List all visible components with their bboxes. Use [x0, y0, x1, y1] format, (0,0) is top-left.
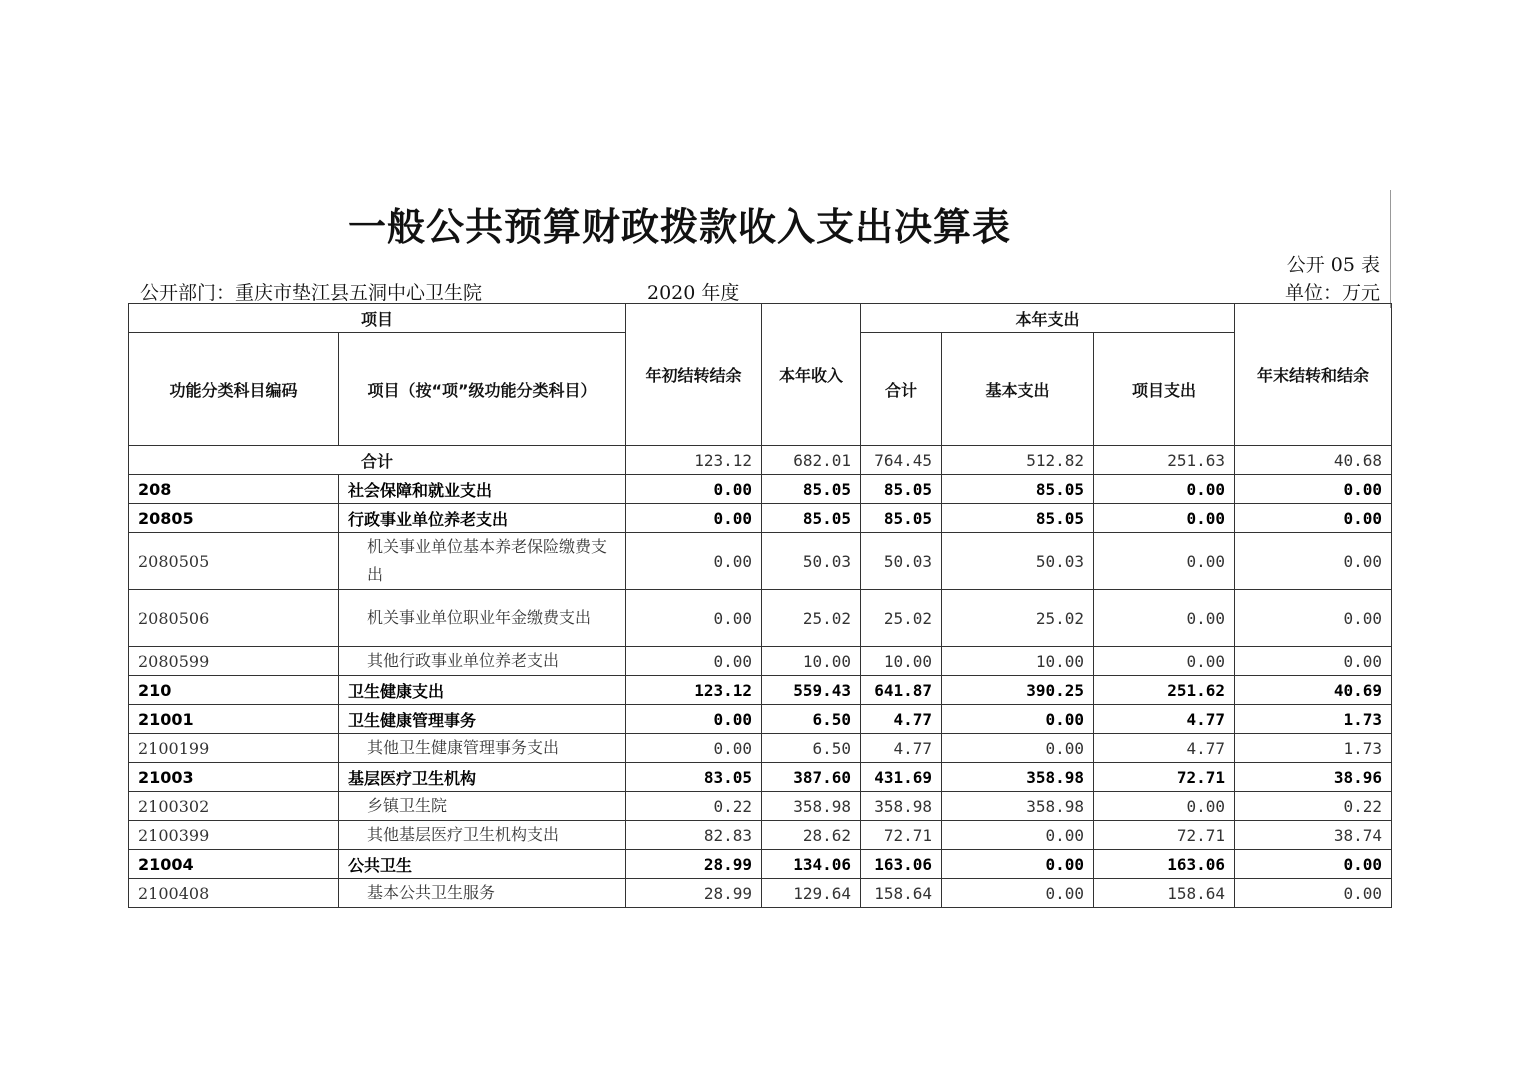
table-row [129, 590, 1392, 647]
table-row [129, 676, 1392, 705]
cell-code: 2080505 [129, 533, 339, 590]
cell-closing: 1.73 [1235, 705, 1392, 734]
header-name: 项目（按“项”级功能分类科目） [339, 333, 626, 446]
cell-closing: 1.73 [1235, 734, 1392, 763]
cell-closing: 40.69 [1235, 676, 1392, 705]
cell-code: 2080599 [129, 647, 339, 676]
cell-closing: 0.00 [1235, 879, 1392, 908]
cell-closing: 0.00 [1235, 533, 1392, 590]
table-row [129, 792, 1392, 821]
cell-closing: 0.00 [1235, 590, 1392, 647]
cell-income: 10.00 [762, 647, 861, 676]
cell-code: 2100199 [129, 734, 339, 763]
header-basic: 基本支出 [942, 333, 1094, 446]
cell-income: 25.02 [762, 590, 861, 647]
cell-code: 2080506 [129, 590, 339, 647]
cell-closing: 38.96 [1235, 763, 1392, 792]
cell-income: 85.05 [762, 475, 861, 504]
cell-opening: 0.00 [626, 590, 762, 647]
cell-total: 641.87 [861, 676, 942, 705]
cell-opening: 0.00 [626, 475, 762, 504]
header-row-1 [129, 304, 1392, 333]
cell-name: 社会保障和就业支出 [339, 475, 626, 504]
cell-closing: 0.00 [1235, 475, 1392, 504]
cell-project-expense: 72.71 [1094, 763, 1235, 792]
cell-basic: 85.05 [942, 475, 1094, 504]
cell-project-expense: 72.71 [1094, 821, 1235, 850]
cell-project-expense: 0.00 [1094, 504, 1235, 533]
cell-income: 50.03 [762, 533, 861, 590]
cell-name: 卫生健康管理事务 [339, 705, 626, 734]
cell-basic: 50.03 [942, 533, 1094, 590]
cell-name: 卫生健康支出 [339, 676, 626, 705]
cell-project-expense: 0.00 [1094, 475, 1235, 504]
unit-label: 单位：万元 [1284, 282, 1380, 304]
header-code: 功能分类科目编码 [129, 333, 339, 446]
table-row [129, 475, 1392, 504]
cell-project-expense: 158.64 [1094, 879, 1235, 908]
cell-opening: 123.12 [626, 446, 762, 475]
cell-project-expense: 0.00 [1094, 533, 1235, 590]
cell-basic: 0.00 [942, 705, 1094, 734]
cell-total: 431.69 [861, 763, 942, 792]
cell-total: 4.77 [861, 705, 942, 734]
header-income: 本年收入 [762, 304, 861, 446]
cell-total: 25.02 [861, 590, 942, 647]
table-row [129, 705, 1392, 734]
cell-income: 6.50 [762, 705, 861, 734]
cell-total: 4.77 [861, 734, 942, 763]
header-project: 项目 [129, 304, 626, 333]
cell-basic: 25.02 [942, 590, 1094, 647]
cell-total: 85.05 [861, 475, 942, 504]
cell-opening: 0.00 [626, 705, 762, 734]
budget-table [128, 303, 1392, 908]
cell-project-expense: 4.77 [1094, 705, 1235, 734]
cell-name: 行政事业单位养老支出 [339, 504, 626, 533]
cell-name: 乡镇卫生院 [339, 792, 626, 821]
cell-code: 2100399 [129, 821, 339, 850]
cell-income: 682.01 [762, 446, 861, 475]
cell-basic: 512.82 [942, 446, 1094, 475]
table-row [129, 850, 1392, 879]
cell-project-expense: 251.63 [1094, 446, 1235, 475]
cell-code: 2100408 [129, 879, 339, 908]
cell-total: 85.05 [861, 504, 942, 533]
total-row [129, 446, 1392, 475]
cell-opening: 82.83 [626, 821, 762, 850]
report-title: 一般公共预算财政拨款收入支出决算表 [348, 205, 1012, 249]
cell-closing: 0.00 [1235, 504, 1392, 533]
cell-opening: 83.05 [626, 763, 762, 792]
table-row [129, 504, 1392, 533]
table-row [129, 879, 1392, 908]
cell-opening: 0.00 [626, 504, 762, 533]
cell-basic: 358.98 [942, 763, 1094, 792]
cell-total: 158.64 [861, 879, 942, 908]
total-label: 合计 [129, 446, 626, 475]
cell-code: 20805 [129, 504, 339, 533]
cell-code: 210 [129, 676, 339, 705]
cell-project-expense: 251.62 [1094, 676, 1235, 705]
cell-code: 208 [129, 475, 339, 504]
header-expense-group: 本年支出 [861, 304, 1235, 333]
cell-code: 21003 [129, 763, 339, 792]
cell-code: 21001 [129, 705, 339, 734]
cell-total: 163.06 [861, 850, 942, 879]
cell-basic: 358.98 [942, 792, 1094, 821]
form-number: 公开 05 表 [1286, 254, 1380, 276]
cell-name: 其他基层医疗卫生机构支出 [339, 821, 626, 850]
cell-basic: 0.00 [942, 821, 1094, 850]
cell-basic: 390.25 [942, 676, 1094, 705]
cell-name: 其他卫生健康管理事务支出 [339, 734, 626, 763]
cell-basic: 85.05 [942, 504, 1094, 533]
cell-income: 134.06 [762, 850, 861, 879]
table-row [129, 533, 1392, 590]
cell-opening: 123.12 [626, 676, 762, 705]
cell-closing: 38.74 [1235, 821, 1392, 850]
cell-total: 10.00 [861, 647, 942, 676]
table-row [129, 821, 1392, 850]
cell-project-expense: 4.77 [1094, 734, 1235, 763]
table-row [129, 647, 1392, 676]
cell-closing: 0.00 [1235, 850, 1392, 879]
header-closing: 年末结转和结余 [1235, 304, 1392, 446]
cell-income: 85.05 [762, 504, 861, 533]
fiscal-year: 2020 年度 [647, 282, 740, 304]
cell-name: 其他行政事业单位养老支出 [339, 647, 626, 676]
cell-closing: 0.22 [1235, 792, 1392, 821]
cell-income: 559.43 [762, 676, 861, 705]
cell-name: 机关事业单位职业年金缴费支出 [339, 590, 626, 647]
cell-total: 50.03 [861, 533, 942, 590]
cell-income: 358.98 [762, 792, 861, 821]
header-total: 合计 [861, 333, 942, 446]
cell-income: 28.62 [762, 821, 861, 850]
cell-opening: 0.00 [626, 533, 762, 590]
cell-total: 764.45 [861, 446, 942, 475]
cell-opening: 28.99 [626, 879, 762, 908]
cell-name: 机关事业单位基本养老保险缴费支出 [339, 533, 626, 590]
department-label: 公开部门：重庆市垫江县五洞中心卫生院 [140, 282, 483, 304]
cell-total: 72.71 [861, 821, 942, 850]
cell-basic: 10.00 [942, 647, 1094, 676]
cell-total: 358.98 [861, 792, 942, 821]
cell-name: 基本公共卫生服务 [339, 879, 626, 908]
page-divider-line [1390, 190, 1391, 308]
cell-opening: 0.00 [626, 647, 762, 676]
cell-income: 6.50 [762, 734, 861, 763]
cell-code: 21004 [129, 850, 339, 879]
cell-opening: 28.99 [626, 850, 762, 879]
table-row [129, 734, 1392, 763]
header-opening: 年初结转结余 [626, 304, 762, 446]
header-project-expense: 项目支出 [1094, 333, 1235, 446]
cell-basic: 0.00 [942, 879, 1094, 908]
cell-basic: 0.00 [942, 850, 1094, 879]
table-row [129, 763, 1392, 792]
cell-project-expense: 0.00 [1094, 792, 1235, 821]
cell-project-expense: 163.06 [1094, 850, 1235, 879]
cell-income: 129.64 [762, 879, 861, 908]
cell-closing: 0.00 [1235, 647, 1392, 676]
cell-basic: 0.00 [942, 734, 1094, 763]
cell-closing: 40.68 [1235, 446, 1392, 475]
cell-project-expense: 0.00 [1094, 590, 1235, 647]
cell-name: 基层医疗卫生机构 [339, 763, 626, 792]
cell-code: 2100302 [129, 792, 339, 821]
cell-name: 公共卫生 [339, 850, 626, 879]
cell-opening: 0.22 [626, 792, 762, 821]
cell-income: 387.60 [762, 763, 861, 792]
cell-opening: 0.00 [626, 734, 762, 763]
cell-project-expense: 0.00 [1094, 647, 1235, 676]
